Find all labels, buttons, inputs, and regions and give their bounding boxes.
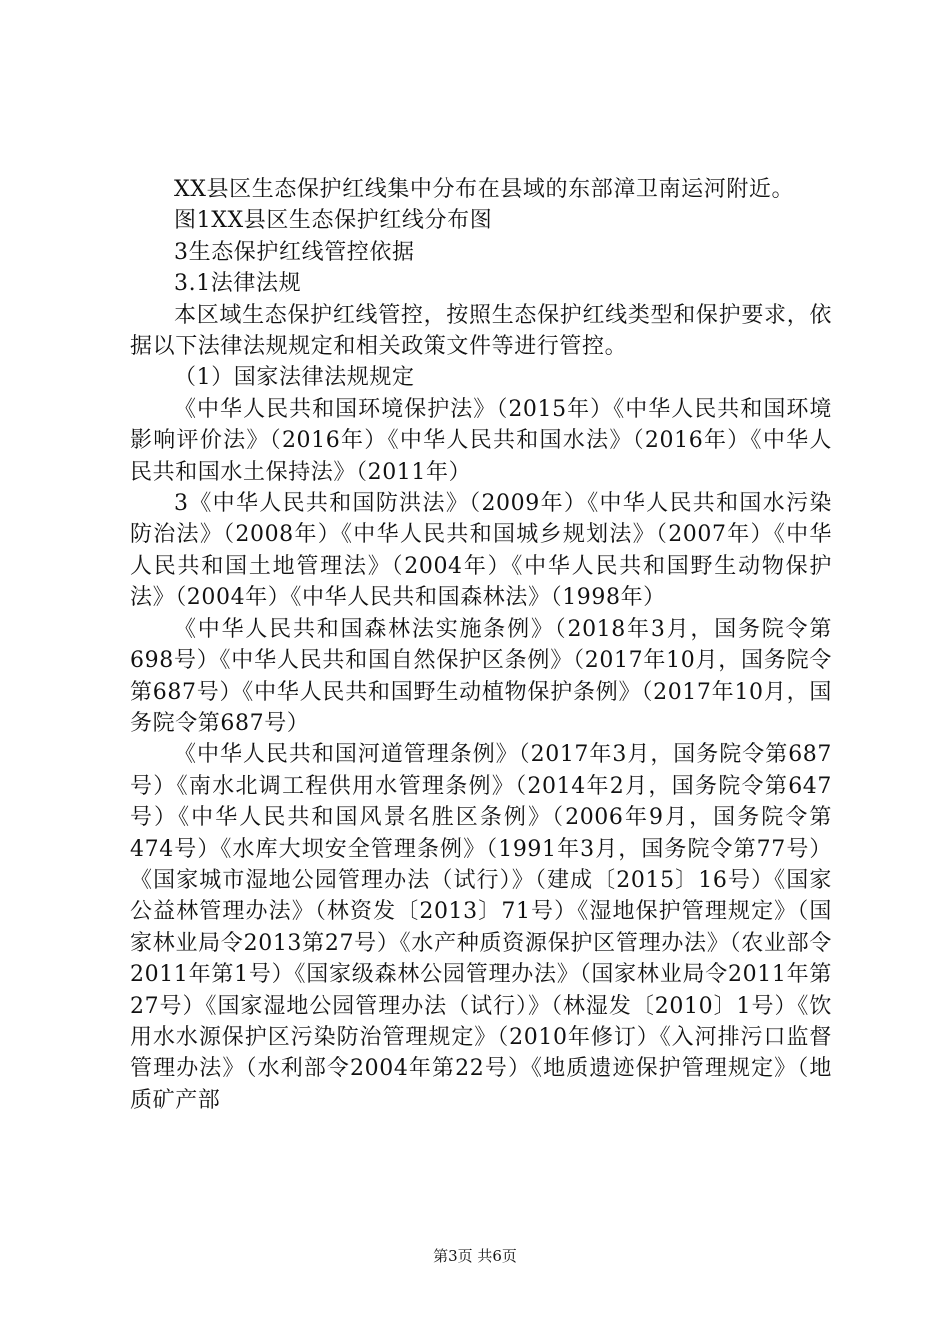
subsection-heading: 3.1法律法规 — [174, 271, 302, 297]
paragraph-laws-2: 3《中华人民共和国防洪法》（2009年）《中华人民共和国水污染防治法》（2008年）《中华人民共和国城乡规划法》（2007年）《中华人民共和国土地管理法》（2004年）《中华人民共和国野生动物保护法》（2004年）《中华人民共和国森林法》（1998年） — [130, 491, 832, 611]
document-body — [130, 174, 832, 1116]
page-number-footer: 第3页 共6页 — [433, 1247, 517, 1265]
figure-caption: 图1XX县区生态保护红线分布图 — [174, 208, 493, 234]
list-heading-national-laws: （1）国家法律法规规定 — [174, 365, 415, 391]
paragraph-laws-1: 《中华人民共和国环境保护法》（2015年）《中华人民共和国环境影响评价法》（2016年）《中华人民共和国水法》（2016年）《中华人民共和国水土保持法》（2011年） — [130, 396, 832, 485]
paragraph-regulations-1: 《中华人民共和国森林法实施条例》（2018年3月，国务院令第698号）《中华人民共和国自然保护区条例》（2017年10月，国务院令第687号）《中华人民共和国野生动植物保护条例》（2017年10月，国务院令第687号） — [130, 616, 832, 736]
paragraph-regulations-2: 《中华人民共和国河道管理条例》（2017年3月，国务院令第687号）《南水北调工程供用水管理条例》（2014年2月，国务院令第647号）《中华人民共和国风景名胜区条例》（2006年9月，国务院令第474号）《水库大坝安全管理条例》（1991年3月，国务院令第77号）《国家城市湿地公园管理办法（试行）》（建成〔2015〕16号）《国家公益林管理办法》（林资发〔2013〕71号）《湿地保护管理规定》（国家林业局令2013第27号）《水产种质资源保护区管理办法》（农业部令2011年第1号）《国家级森林公园管理办法》（国家林业局令2011年第27号）《国家湿地公园管理办法（试行）》（林湿发〔2010〕1号）《饮用水水源保护区污染防治管理规定》（2010年修订）《入河排污口监督管理办法》（水利部令2004年第22号）《地质遗迹保护管理规定》（地质矿产部 — [130, 742, 832, 1113]
paragraph-control-basis: 本区域生态保护红线管控，按照生态保护红线类型和保护要求，依据以下法律法规规定和相关政策文件等进行管控。 — [130, 302, 832, 360]
section-heading: 3生态保护红线管控依据 — [174, 239, 415, 265]
paragraph-intro: XX县区生态保护红线集中分布在县域的东部漳卫南运河附近。 — [174, 177, 795, 202]
